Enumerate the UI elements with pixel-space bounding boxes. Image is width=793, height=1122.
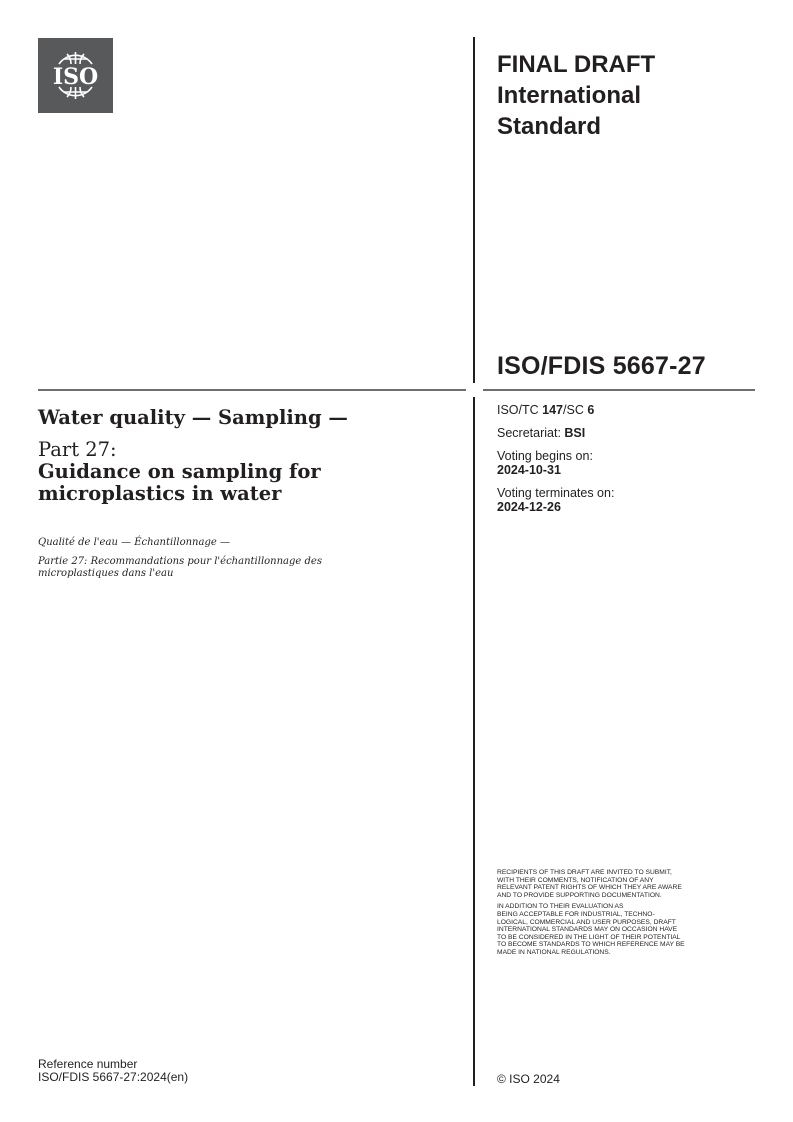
title-part: Part 27: — [38, 438, 117, 461]
copyright: © ISO 2024 — [497, 1072, 560, 1086]
notice-paragraph-1: RECIPIENTS OF THIS DRAFT ARE INVITED TO SUBMIT, WITH THEIR COMMENTS, NOTIFICATION OF ANY RELEVANT PATENT RIGHTS OF WHICH THEY ARE AWARE AND TO PROVIDE SUPPORTING DOCUMENTATION. — [497, 869, 682, 899]
stage-heading — [497, 49, 655, 142]
secretariat: Secretariat: BSI — [497, 426, 586, 440]
horizontal-divider-right — [483, 389, 755, 391]
title-main: Water quality — Sampling — — [38, 406, 348, 429]
title-subtitle-line2: microplastics in water — [38, 482, 282, 505]
document-number: ISO/FDIS 5667-27 — [497, 352, 706, 380]
notice-paragraph-2: IN ADDITION TO THEIR EVALUATION AS BEING ACCEPTABLE FOR INDUSTRIAL, TECHNO- LOGICAL, COMMERCIAL AND USER PURPOSES, DRAFT INTERNATIONAL STANDARDS MAY ON OCCASION HAVE TO BE CONSIDERED IN THE LIGHT OF THEIR POTENTIAL TO BECOME STANDARDS TO WHICH REFERENCE MAY BE MADE IN NATIONAL REGULATIONS. — [497, 903, 685, 956]
voting-begins: Voting begins on: 2024-10-31 — [497, 449, 593, 477]
french-title: Qualité de l'eau — Échantillonnage — Partie 27: Recommandations pour l'échantillonnage des microplastiques dans l'eau — [38, 537, 322, 579]
iso-logo — [38, 38, 113, 113]
vertical-divider — [473, 37, 475, 1086]
divider-gap — [470, 383, 478, 397]
horizontal-divider-left — [38, 389, 466, 391]
title-subtitle-line1: Guidance on sampling for — [38, 460, 321, 483]
voting-terminates: Voting terminates on: 2024-12-26 — [497, 486, 615, 514]
iso-globe-logo-icon — [38, 38, 113, 113]
reference-number: Reference number ISO/FDIS 5667-27:2024(en) — [38, 1057, 189, 1084]
document-title — [38, 405, 458, 505]
document-meta — [497, 403, 614, 523]
svg-text:ISO: ISO — [52, 64, 99, 90]
committee: ISO/TC 147/SC 6 — [497, 403, 595, 417]
stage-standard: Standard — [497, 113, 602, 140]
stage-international: International — [497, 82, 642, 109]
recipients-notice — [497, 869, 759, 961]
stage-final-draft: FINAL DRAFT — [497, 51, 656, 78]
